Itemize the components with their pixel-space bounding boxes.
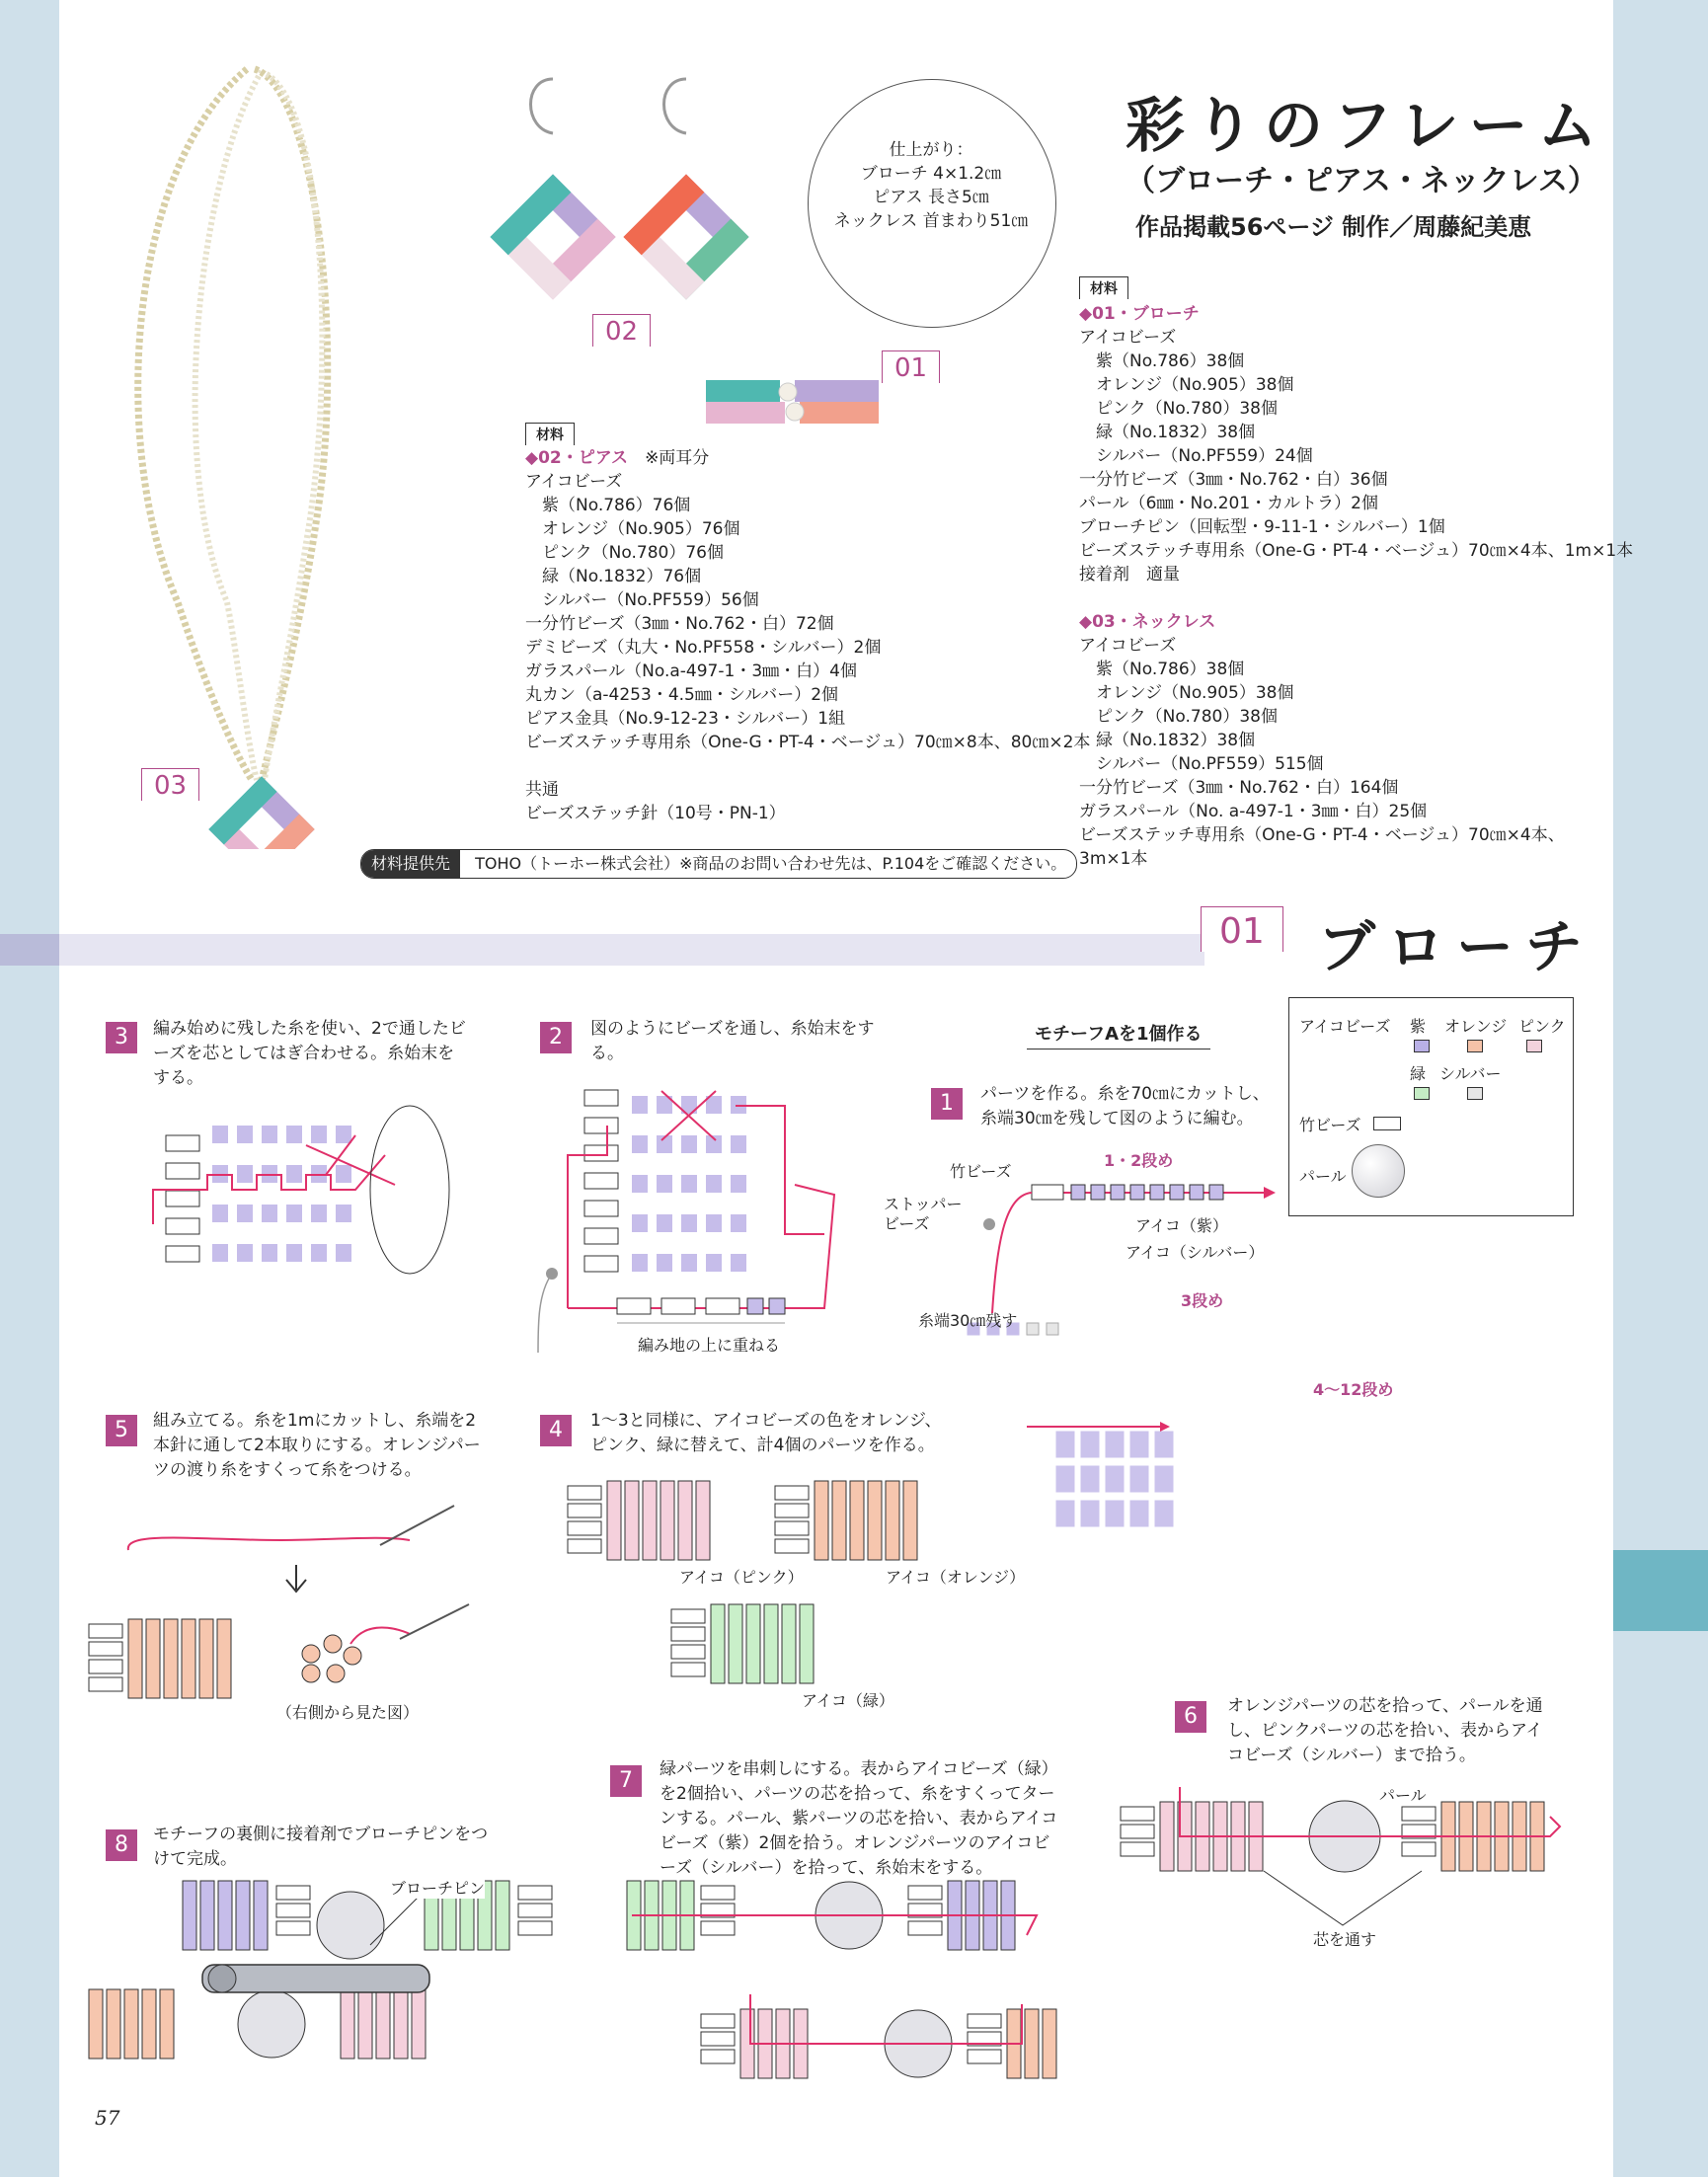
material-line: ピンク（No.780）76個 bbox=[525, 543, 724, 563]
label-bamboo: 竹ビーズ bbox=[950, 1162, 1012, 1181]
step-text-2: 図のようにビーズを通し、糸始末をする。 bbox=[590, 1019, 875, 1063]
label-stopper: ストッパー ビーズ bbox=[884, 1195, 963, 1233]
material-line: シルバー（No.PF559）515個 bbox=[1079, 754, 1324, 774]
material-line: アイコビーズ bbox=[525, 472, 623, 492]
material-line: パール（6㎜・No.201・カルトラ）2個 bbox=[1079, 494, 1378, 513]
step5-diagram bbox=[84, 1496, 538, 1713]
legend-aiko: アイコビーズ bbox=[1299, 1017, 1391, 1036]
finish-line: ネックレス 首まわり51㎝ bbox=[833, 211, 1029, 231]
material-line: アイコビーズ bbox=[1079, 636, 1177, 656]
legend-silver: シルバー bbox=[1439, 1064, 1502, 1083]
step-number-8: 8 bbox=[106, 1829, 137, 1861]
step-text-8: モチーフの裏側に接着剤でブローチピンをつけて完成。 bbox=[153, 1825, 489, 1869]
earrings-photo bbox=[484, 69, 810, 326]
step7-diagram bbox=[622, 1876, 1076, 2093]
brooch-photo bbox=[701, 370, 889, 439]
material-line: ピンク（No.780）38個 bbox=[1079, 707, 1278, 727]
materials-label: 材料 bbox=[1079, 276, 1128, 299]
common-title: 共通 bbox=[525, 780, 559, 800]
section-title: ブローチ bbox=[1318, 913, 1595, 980]
pearl-swatch bbox=[1352, 1144, 1405, 1198]
label-aiko-silver: アイコ（シルバー） bbox=[1126, 1243, 1265, 1262]
material-line: 紫（No.786）38個 bbox=[1079, 351, 1245, 371]
label-row3: 3段め bbox=[1181, 1291, 1224, 1310]
step-number-5: 5 bbox=[106, 1415, 137, 1446]
label-tail: 糸端30㎝残す bbox=[918, 1311, 1018, 1330]
materials-01 bbox=[1079, 302, 1633, 871]
label-overlap: 編み地の上に重ねる bbox=[638, 1336, 781, 1355]
page-number: 57 bbox=[95, 2106, 120, 2130]
supplier-label: 材料提供先 bbox=[361, 850, 460, 878]
material-line: ガラスパール（No. a-497-1・3㎜・白）25個 bbox=[1079, 802, 1428, 821]
bamboo-swatch bbox=[1373, 1117, 1401, 1130]
step-text-6: オレンジパーツの芯を拾って、パールを通し、ピンクパーツの芯を拾い、表からアイコビーズ（シルバー）まで拾う。 bbox=[1227, 1696, 1543, 1765]
material-line: ブローチピン（回転型・9-11-1・シルバー）1個 bbox=[1079, 517, 1445, 537]
step-number-7: 7 bbox=[610, 1765, 642, 1797]
material-line: 丸カン（a-4253・4.5㎜・シルバー）2個 bbox=[525, 685, 839, 705]
materials-02-note: ※両耳分 bbox=[645, 448, 710, 468]
label-rows4-12: 4～12段め bbox=[1313, 1380, 1394, 1399]
finish-line: ブローチ 4×1.2㎝ bbox=[860, 164, 1002, 184]
step-number-4: 4 bbox=[540, 1415, 572, 1446]
material-line: オレンジ（No.905）38個 bbox=[1079, 375, 1294, 395]
material-line: 一分竹ビーズ（3㎜・No.762・白）164個 bbox=[1079, 778, 1399, 798]
label-aiko-purple: アイコ（紫） bbox=[1135, 1216, 1228, 1235]
page-subtitle: （ブローチ・ピアス・ネックレス） bbox=[1126, 164, 1597, 198]
chapter-tab bbox=[1613, 1550, 1708, 1631]
legend-purple: 紫 bbox=[1410, 1017, 1427, 1036]
badge-necklace: 03 bbox=[141, 768, 199, 801]
badge-earring: 02 bbox=[592, 314, 651, 347]
label-pearl: パール bbox=[1379, 1786, 1427, 1805]
material-line: オレンジ（No.905）76個 bbox=[525, 519, 740, 539]
supplier-box bbox=[360, 849, 1077, 879]
finish-line: ピアス 長さ5㎝ bbox=[873, 188, 989, 207]
orange-swatch bbox=[1467, 1040, 1483, 1052]
material-line: アイコビーズ bbox=[1079, 328, 1177, 348]
materials-label: 材料 bbox=[525, 423, 575, 445]
material-line: 紫（No.786）76個 bbox=[525, 496, 691, 515]
materials-02 bbox=[525, 446, 1090, 825]
label-brooch-pin: ブローチピン bbox=[390, 1876, 485, 1899]
material-line: ビーズステッチ専用糸（One-G・PT-4・ベージュ）70㎝×4本、1m×1本 bbox=[1079, 541, 1634, 561]
legend-pink: ピンク bbox=[1518, 1017, 1566, 1036]
legend-bamboo: 竹ビーズ bbox=[1299, 1116, 1361, 1134]
material-line: ガラスパール（No.a-497-1・3㎜・白）4個 bbox=[525, 661, 857, 681]
badge-brooch: 01 bbox=[882, 350, 940, 383]
legend-pearl: パール bbox=[1299, 1167, 1347, 1186]
step-number-2: 2 bbox=[540, 1022, 572, 1053]
step-number-6: 6 bbox=[1175, 1701, 1206, 1733]
finish-text bbox=[808, 138, 1054, 233]
step8-diagram bbox=[84, 1876, 607, 2103]
material-line: ビーズステッチ専用糸（One-G・PT-4・ベージュ）70㎝×4本、 bbox=[1079, 825, 1565, 845]
motif-heading: モチーフAを1個作る bbox=[1027, 1020, 1210, 1050]
finish-heading: 仕上がり： bbox=[889, 140, 973, 160]
step-text-3: 編み始めに残した糸を使い、2で通したビーズを芯としてはぎ合わせる。糸始末をする。 bbox=[153, 1019, 466, 1088]
purple-swatch bbox=[1414, 1040, 1430, 1052]
step3-diagram bbox=[148, 1096, 464, 1283]
material-line: 一分竹ビーズ（3㎜・No.762・白）72個 bbox=[525, 614, 834, 634]
material-line: 3m×1本 bbox=[1079, 849, 1148, 869]
material-line: オレンジ（No.905）38個 bbox=[1079, 683, 1294, 703]
page-title: 彩りのフレーム bbox=[1126, 92, 1607, 161]
supplier-text: TOHO（トーホー株式会社）※商品のお問い合わせ先は、P.104をご確認ください。 bbox=[475, 854, 1067, 873]
step-number-3: 3 bbox=[106, 1022, 137, 1053]
step4-diagram bbox=[563, 1476, 1017, 1713]
material-line: 紫（No.786）38個 bbox=[1079, 660, 1245, 679]
material-line: シルバー（No.PF559）56個 bbox=[525, 590, 759, 610]
necklace-photo bbox=[89, 49, 365, 849]
step-text-5: 組み立てる。糸を1mにカットし、糸端を2本針に通して2本取りにする。オレンジパーツの渡り糸をすくって糸をつける。 bbox=[153, 1411, 481, 1480]
silver-swatch bbox=[1467, 1087, 1483, 1100]
step2-diagram bbox=[528, 1076, 844, 1353]
material-line: ピアス金具（No.9-12-23・シルバー）1組 bbox=[525, 709, 846, 729]
material-line: 緑（No.1832）38個 bbox=[1079, 731, 1256, 750]
material-line: 一分竹ビーズ（3㎜・No.762・白）36個 bbox=[1079, 470, 1388, 490]
step-text-7: 緑パーツを串刺しにする。表からアイコビーズ（緑）を2個拾い、パーツの芯を拾って、糸をすくってターンする。パール、紫パーツの芯を拾い、表からアイコビーズ（紫）2個を拾う。オレンジパーツのアイコビーズ（シルバー）を拾って、糸始末をする。 bbox=[660, 1759, 1058, 1878]
legend-green: 緑 bbox=[1410, 1064, 1427, 1083]
material-line: ピンク（No.780）38個 bbox=[1079, 399, 1278, 419]
material-line: デミビーズ（丸大・No.PF558・シルバー）2個 bbox=[525, 638, 882, 658]
step-text-1: パーツを作る。糸を70㎝にカットし、糸端30㎝を残して図のように編む。 bbox=[980, 1084, 1270, 1128]
material-line: 緑（No.1832）38個 bbox=[1079, 423, 1256, 442]
material-line: 接着剤 適量 bbox=[1079, 565, 1180, 584]
section-band bbox=[0, 934, 1204, 966]
label-aiko-orange: アイコ（オレンジ） bbox=[886, 1568, 1026, 1587]
credit: 作品掲載56ページ 制作／周藤紀美恵 bbox=[1135, 213, 1532, 241]
materials-01-title: ◆01・ブローチ bbox=[1079, 304, 1200, 324]
step-number-1: 1 bbox=[931, 1088, 963, 1120]
material-line: ビーズステッチ針（10号・PN-1） bbox=[525, 804, 786, 823]
label-aiko-pink: アイコ（ピンク） bbox=[679, 1568, 804, 1587]
section-number: 01 bbox=[1201, 906, 1283, 952]
pink-swatch bbox=[1526, 1040, 1542, 1052]
material-line: 緑（No.1832）76個 bbox=[525, 567, 702, 586]
step-text-4: 1～3と同様に、アイコビーズの色をオレンジ、ピンク、緑に替えて、計4個のパーツを作る。 bbox=[590, 1411, 942, 1455]
legend-box bbox=[1288, 997, 1574, 1216]
label-through-core: 芯を通す bbox=[1313, 1930, 1377, 1949]
label-rows12: 1・2段め bbox=[1104, 1151, 1174, 1170]
legend-orange: オレンジ bbox=[1444, 1017, 1508, 1036]
materials-02-title: ◆02・ピアス bbox=[525, 448, 629, 468]
label-side-view: （右側から見た図） bbox=[276, 1703, 420, 1722]
green-swatch bbox=[1414, 1087, 1430, 1100]
material-line: シルバー（No.PF559）24個 bbox=[1079, 446, 1313, 466]
materials-03-title: ◆03・ネックレス bbox=[1079, 612, 1216, 632]
material-line: ビーズステッチ専用糸（One-G・PT-4・ベージュ）70㎝×8本、80㎝×2本 bbox=[525, 733, 1091, 752]
label-aiko-green: アイコ（緑） bbox=[802, 1691, 894, 1710]
